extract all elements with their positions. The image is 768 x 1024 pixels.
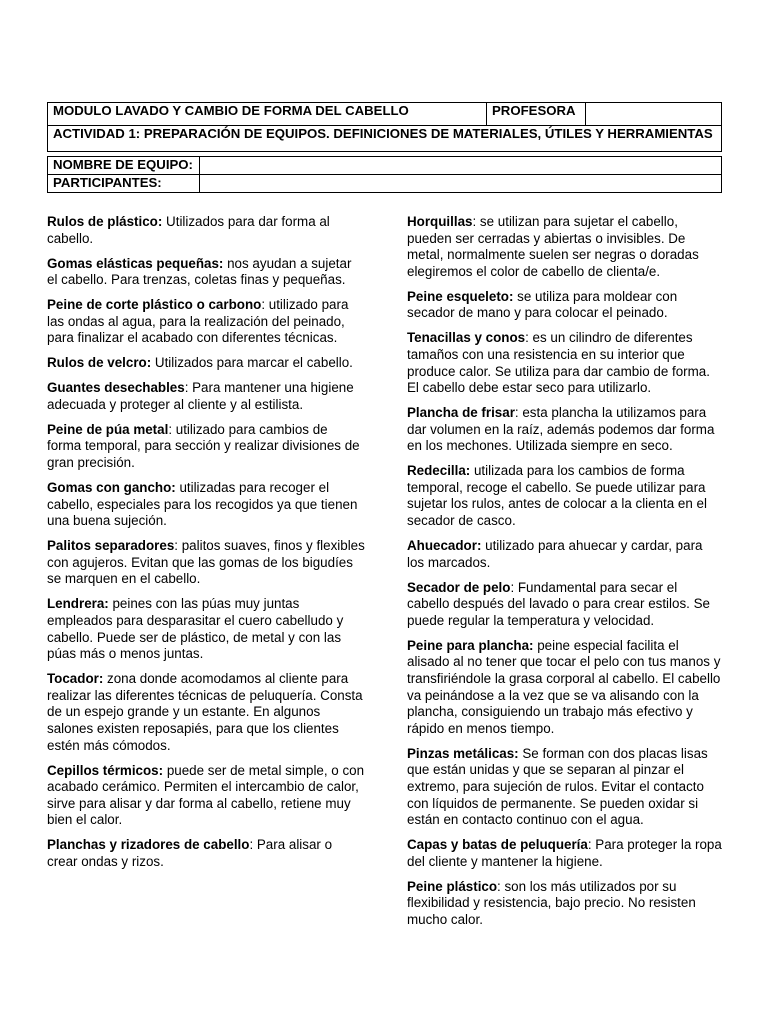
definition-entry bbox=[407, 330, 723, 396]
definition-text: : Para mantener una higiene adecuada y proteger al cliente y al estilista. bbox=[47, 380, 354, 412]
team-name-field[interactable] bbox=[200, 157, 722, 175]
definition-entry bbox=[407, 837, 723, 870]
definition-text: peine especial facilita el alisado al no tener que tocar el pelo con tus manos y transfiriéndole la grasa corporal al cabello. El cabello va peinándose a la vez que se va alisando con la plancha, consiguiendo un trabajo más efectivo y rápido en menos tiempo. bbox=[407, 637, 721, 736]
definition-term: Ahuecador: bbox=[407, 538, 482, 554]
definition-entry bbox=[407, 746, 723, 829]
definition-text: zona donde acomodamos al cliente para realizar las diferentes técnicas de peluquería. Consta de un espejo grande y un estante. En algunos salones existen reposapiés, para que los clientes estén más cómodos. bbox=[47, 671, 363, 753]
definition-term: Tocador: bbox=[47, 671, 104, 687]
definition-entry bbox=[47, 256, 365, 289]
definition-term: Tenacillas y conos bbox=[407, 330, 526, 346]
team-name-label: NOMBRE DE EQUIPO: bbox=[48, 157, 200, 175]
definition-entry bbox=[47, 480, 365, 530]
definition-entry bbox=[47, 671, 365, 754]
definition-term: Plancha de frisar bbox=[407, 405, 515, 421]
definition-text: : utilizado para las ondas al agua, para la realización del peinado, para finalizar el acabado con diferentes técnicas. bbox=[47, 297, 349, 346]
definition-entry bbox=[47, 837, 365, 870]
definition-entry bbox=[407, 463, 723, 529]
definition-term: Secador de pelo bbox=[407, 579, 511, 595]
definition-entry bbox=[407, 879, 723, 929]
definition-text: peines con las púas muy juntas empleados para desparasitar el cuero cabelludo y cabello. Puede ser de plástico, de metal y con las púas más o menos juntas. bbox=[47, 596, 344, 662]
teacher-label: PROFESORA bbox=[487, 103, 586, 126]
definition-term: Rulos de plástico: bbox=[47, 214, 163, 229]
activity-title: ACTIVIDAD 1: PREPARACIÓN DE EQUIPOS. DEFINICIONES DE MATERIALES, ÚTILES Y HERRAMIENTAS bbox=[48, 126, 722, 152]
definition-term: Rulos de velcro: bbox=[47, 355, 152, 371]
definition-text: : utilizado para cambios de forma temporal, para sección y realizar divisiones de gran precisión. bbox=[47, 421, 360, 471]
module-title: MODULO LAVADO Y CAMBIO DE FORMA DEL CABELLO bbox=[48, 103, 487, 126]
definition-text: Se forman con dos placas lisas que están unidas y que se separan al pinzar el extremo, para sujeción de rulos. Evitar el contacto con líquidos de permanente. Se pueden oxidar si están en contacto continuo con el agua. bbox=[407, 745, 708, 828]
definition-entry bbox=[47, 538, 365, 588]
definition-term: Peine para plancha: bbox=[407, 637, 534, 653]
definition-text: utilizadas para recoger el cabello, especiales para los recogidos ya que tienen una buena sujeción. bbox=[47, 480, 358, 529]
definition-term: Peine de corte plástico o carbono bbox=[47, 297, 262, 313]
definition-term: Peine esqueleto: bbox=[407, 288, 514, 304]
participants-field[interactable] bbox=[200, 175, 722, 193]
definition-text: : palitos suaves, finos y flexibles con agujeros. Evitan que las gomas de los bigudíes se marquen en el cabello. bbox=[47, 538, 365, 587]
definition-term: Capas y batas de peluquería bbox=[407, 837, 588, 853]
left-column bbox=[47, 214, 365, 879]
definition-entry bbox=[47, 214, 365, 247]
definition-text: nos ayudan a sujetar el cabello. Para trenzas, coletas finas y pequeñas. bbox=[47, 255, 352, 288]
definition-text: Utilizados para dar forma al cabello. bbox=[47, 214, 330, 246]
definition-term: Pinzas metálicas: bbox=[407, 745, 519, 761]
definition-entry bbox=[407, 405, 723, 455]
definition-text: utilizado para ahuecar y cardar, para los marcados. bbox=[407, 538, 703, 570]
definition-text: : es un cilindro de diferentes tamaños con una resistencia en su interior que produce calor. Se utiliza para dar cambio de forma. El cabello debe estar seco para utilizarlo. bbox=[407, 330, 710, 396]
definition-text: : se utilizan para sujetar el cabello, pueden ser cerradas y abiertas o invisibles. De metal, normalmente suelen ser negras o doradas elegiremos el color de cabello de clienta/e. bbox=[407, 214, 699, 279]
definition-term: Gomas con gancho: bbox=[47, 480, 176, 496]
definition-text: : Para proteger la ropa del cliente y mantener la higiene. bbox=[407, 837, 722, 869]
definition-entry bbox=[47, 355, 365, 372]
definition-term: Gomas elásticas pequeñas: bbox=[47, 255, 224, 271]
definition-entry bbox=[47, 422, 365, 472]
definition-text: utilizada para los cambios de forma temporal, recoge el cabello. Se puede utilizar para sujetar los rulos, antes de colocar a la clienta en el secador de casco. bbox=[407, 463, 707, 529]
definition-text: se utiliza para moldear con secador de mano y para colocar el peinado. bbox=[407, 288, 678, 321]
definition-text: : Fundamental para secar el cabello después del lavado o para crear estilos. Se puede regular la temperatura y velocidad. bbox=[407, 579, 710, 628]
definition-text: : son los más utilizados por su flexibilidad y resistencia, bajo precio. No resisten mucho calor. bbox=[407, 878, 696, 927]
definition-term: Lendrera: bbox=[47, 596, 109, 612]
definition-entry bbox=[407, 580, 723, 630]
definition-text: : esta plancha la utilizamos para dar volumen en la raíz, además podemos dar forma en los mechones. Utilizada siempre en seco. bbox=[407, 405, 715, 454]
definition-text: : Para alisar o crear ondas y rizos. bbox=[47, 837, 333, 869]
definition-entry bbox=[407, 638, 723, 738]
definition-entry bbox=[47, 596, 365, 662]
definition-entry bbox=[47, 297, 365, 347]
definition-text: Utilizados para marcar el cabello. bbox=[151, 355, 353, 371]
definition-term: Cepillos térmicos: bbox=[47, 762, 164, 778]
definition-entry bbox=[407, 538, 723, 571]
definition-term: Peine de púa metal bbox=[47, 421, 169, 437]
definition-entry bbox=[47, 763, 365, 829]
header-table bbox=[47, 102, 722, 193]
definition-term: Peine plástico bbox=[407, 878, 498, 894]
teacher-field[interactable] bbox=[586, 103, 722, 126]
right-column bbox=[407, 214, 723, 937]
definition-entry bbox=[407, 214, 723, 280]
definition-term: Guantes desechables bbox=[47, 380, 185, 396]
definition-term: Horquillas bbox=[407, 214, 473, 229]
definition-entry bbox=[47, 380, 365, 413]
definition-term: Redecilla: bbox=[407, 463, 471, 479]
definition-term: Palitos separadores bbox=[47, 538, 175, 554]
participants-label: PARTICIPANTES: bbox=[48, 175, 200, 193]
definition-entry bbox=[407, 289, 723, 322]
definition-term: Planchas y rizadores de cabello bbox=[47, 837, 250, 853]
definition-text: puede ser de metal simple, o con acabado cerámico. Permiten el intercambio de calor, sirve para alisar y dar forma al cabello, retiene muy bien el calor. bbox=[47, 762, 365, 828]
